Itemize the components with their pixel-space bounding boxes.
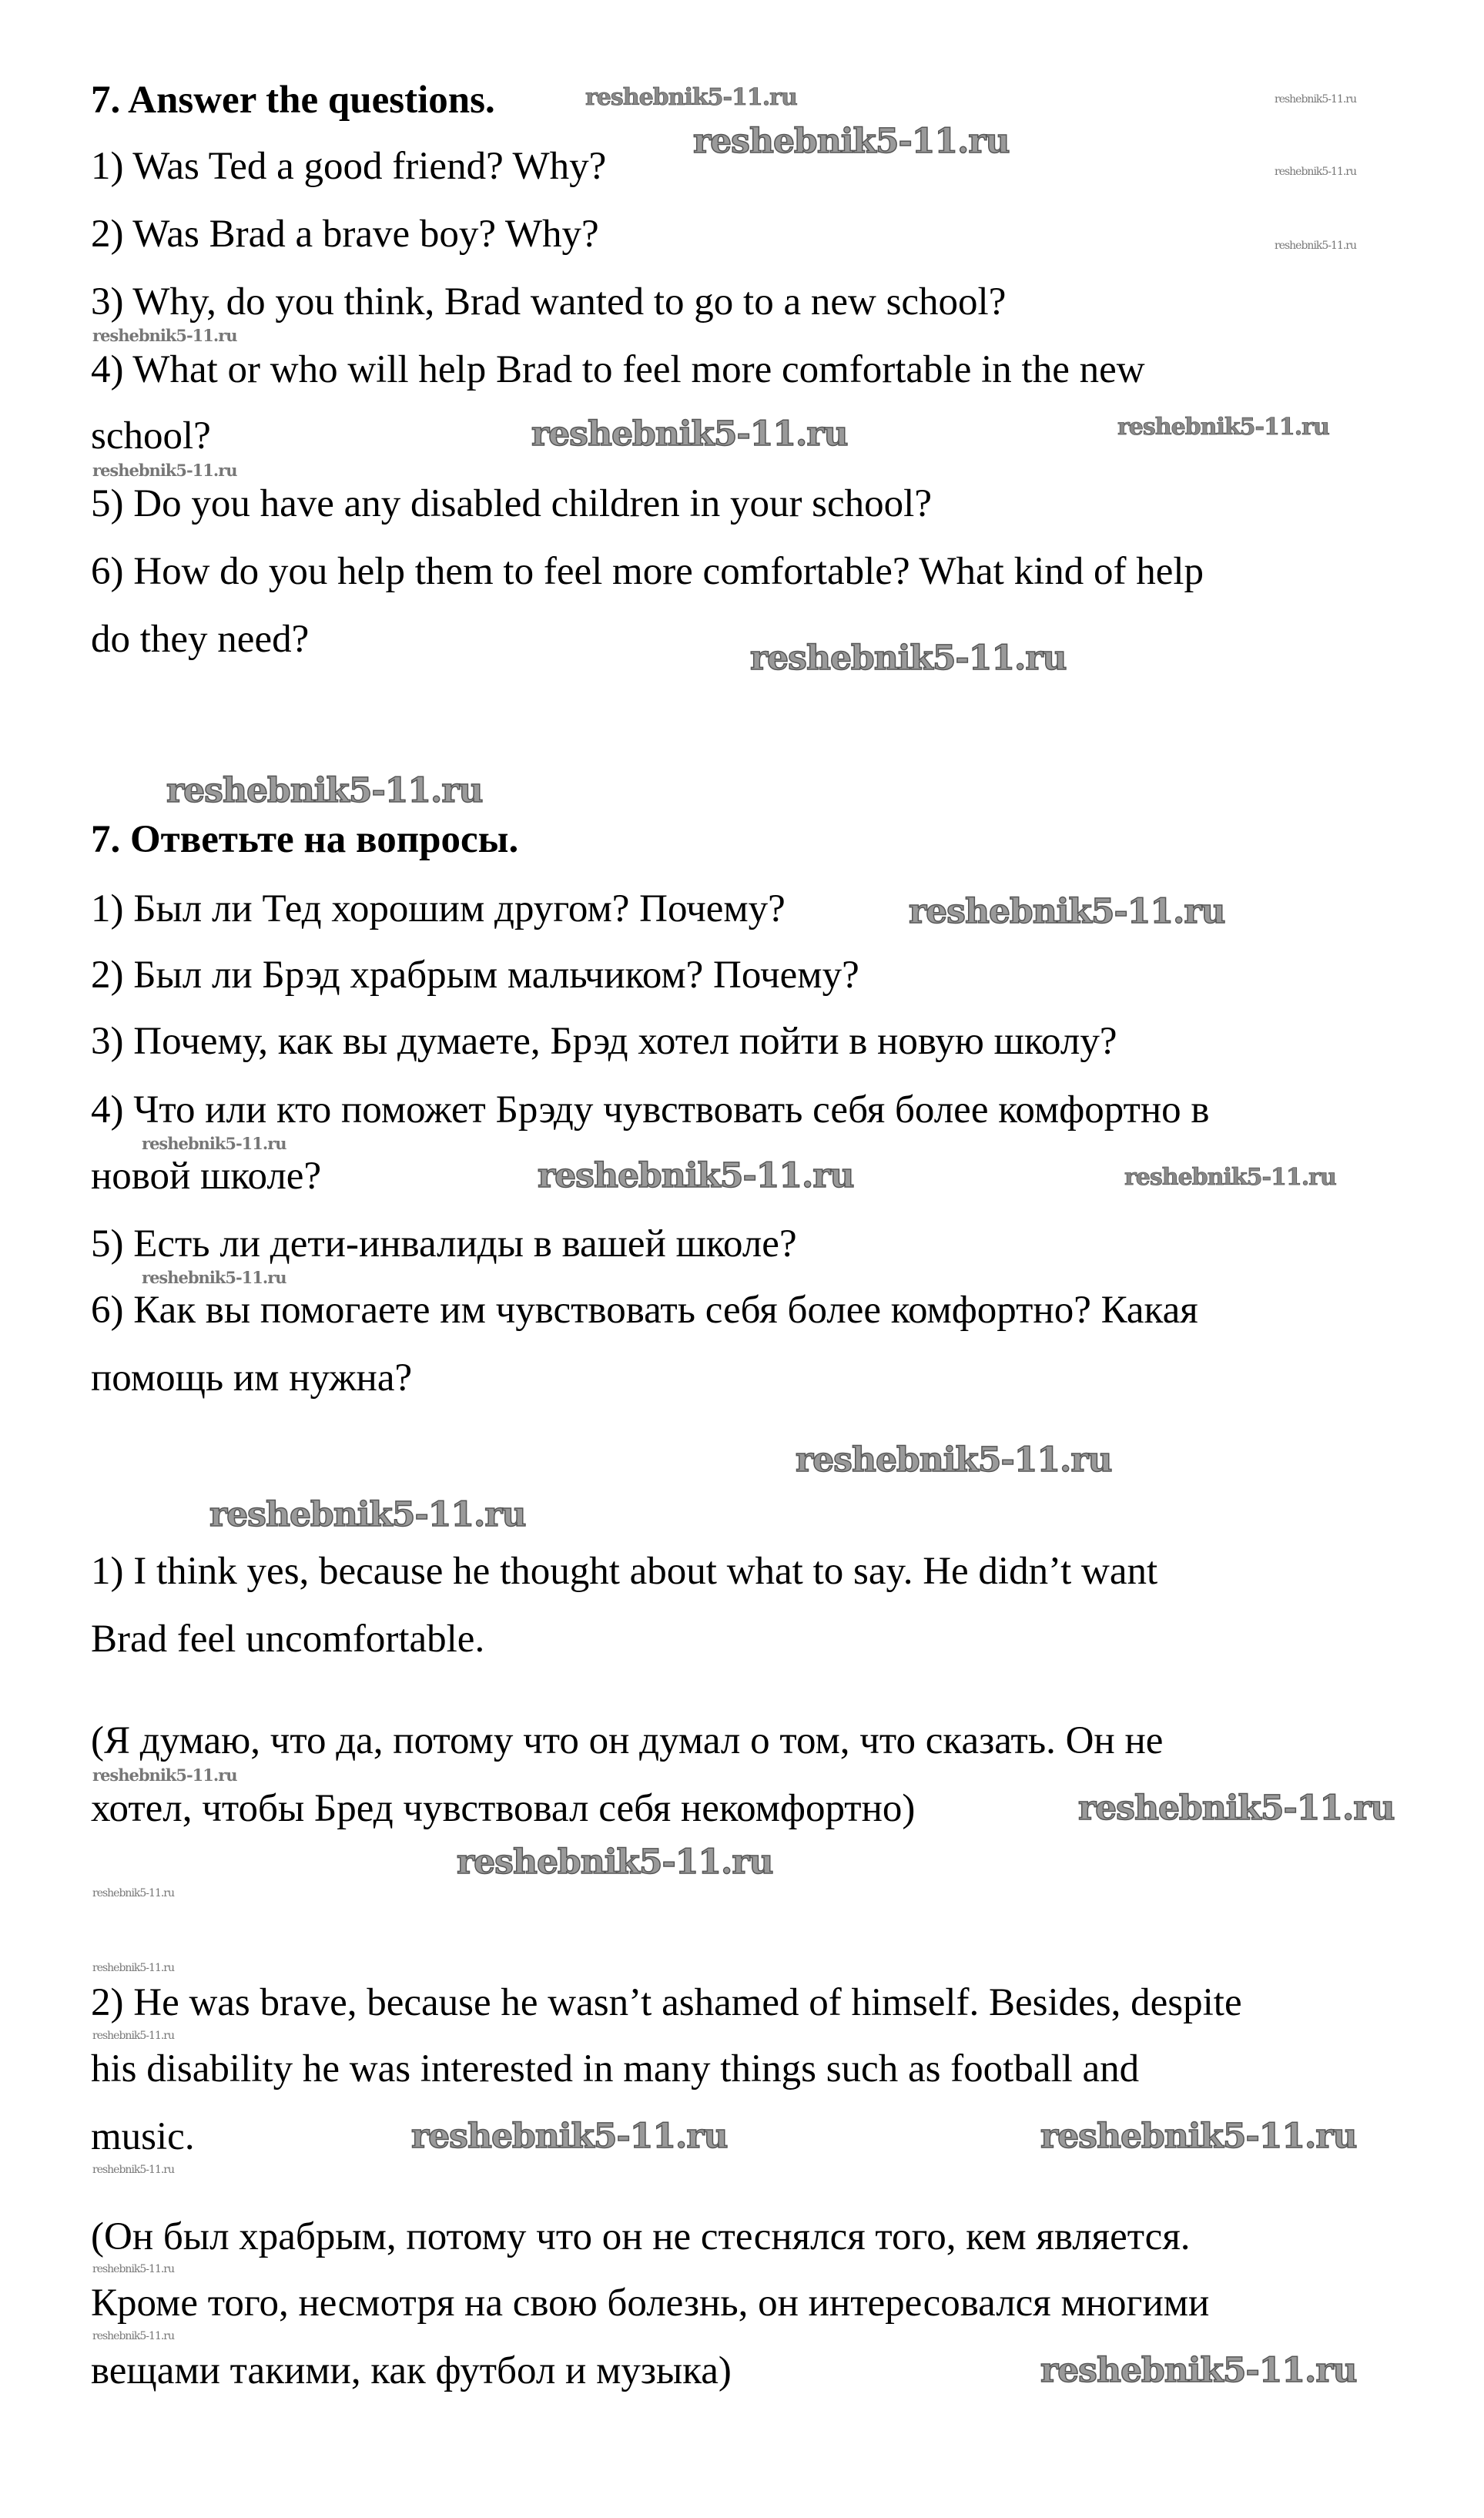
question-en-6-cont: do they need? — [91, 618, 310, 661]
question-en-4: 4) What or who will help Brad to feel more comfortable in the new — [91, 348, 1145, 391]
question-ru-3: 3) Почему, как вы думаете, Брэд хотел пойти в новую школу? — [91, 1020, 1117, 1063]
watermark: reshebnik5-11.ru — [92, 1962, 175, 1974]
watermark: reshebnik5-11.ru — [92, 2030, 175, 2042]
question-ru-1: 1) Был ли Тед хорошим другом? Почему? — [91, 887, 786, 930]
watermark: reshebnik5-11.ru — [1117, 414, 1329, 441]
answer-1-en-cont: Brad feel uncomfortable. — [91, 1618, 485, 1661]
watermark: reshebnik5-11.ru — [92, 2164, 175, 2176]
answer-2-ru-cont: Кроме того, несмотря на свою болезнь, он интересовался многими — [91, 2282, 1210, 2325]
question-en-5: 5) Do you have any disabled children in your school? — [91, 482, 932, 525]
answer-2-en-cont: his disability he was interested in many things such as football and — [91, 2047, 1140, 2091]
question-ru-4-cont: новой школе? — [91, 1155, 322, 1198]
question-en-4-cont: school? — [91, 414, 211, 458]
question-ru-6: 6) Как вы помогаете им чувствовать себя более комфортно? Какая — [91, 1289, 1198, 1332]
question-ru-6-cont: помощь им нужна? — [91, 1356, 413, 1400]
watermark: reshebnik5-11.ru — [693, 122, 1010, 161]
watermark: reshebnik5-11.ru — [585, 84, 797, 111]
watermark: reshebnik5-11.ru — [1040, 2351, 1357, 2390]
section-title-en: 7. Answer the questions. — [91, 79, 495, 122]
watermark: reshebnik5-11.ru — [538, 1156, 854, 1195]
watermark: reshebnik5-11.ru — [142, 1268, 286, 1287]
watermark: reshebnik5-11.ru — [92, 1765, 237, 1785]
question-en-6: 6) How do you help them to feel more comfortable? What kind of help — [91, 550, 1204, 593]
watermark: reshebnik5-11.ru — [796, 1440, 1112, 1480]
question-ru-2: 2) Был ли Брэд храбрым мальчиком? Почему? — [91, 954, 859, 997]
watermark: reshebnik5-11.ru — [750, 639, 1067, 678]
answer-1-ru: (Я думаю, что да, потому что он думал о том, что сказать. Он не — [91, 1719, 1164, 1762]
watermark: reshebnik5-11.ru — [142, 1134, 286, 1153]
watermark: reshebnik5-11.ru — [1078, 1789, 1395, 1828]
watermark: reshebnik5-11.ru — [1124, 1164, 1336, 1191]
answer-2-en: 2) He was brave, because he wasn’t ashamed of himself. Besides, despite — [91, 1981, 1242, 2024]
watermark: reshebnik5-11.ru — [531, 414, 848, 454]
question-en-3: 3) Why, do you think, Brad wanted to go to a new school? — [91, 280, 1007, 324]
watermark: reshebnik5-11.ru — [1275, 166, 1357, 178]
watermark: reshebnik5-11.ru — [92, 1887, 175, 1899]
answer-1-en: 1) I think yes, because he thought about what to say. He didn’t want — [91, 1550, 1158, 1593]
watermark: reshebnik5-11.ru — [92, 461, 237, 480]
watermark: reshebnik5-11.ru — [209, 1495, 526, 1534]
question-ru-5: 5) Есть ли дети-инвалиды в вашей школе? — [91, 1222, 797, 1266]
watermark: reshebnik5-11.ru — [1275, 93, 1357, 106]
watermark: reshebnik5-11.ru — [92, 326, 237, 345]
watermark: reshebnik5-11.ru — [166, 771, 483, 810]
section-title-ru: 7. Ответьте на вопросы. — [91, 818, 519, 861]
question-en-2: 2) Was Brad a brave boy? Why? — [91, 213, 599, 256]
watermark: reshebnik5-11.ru — [457, 1842, 773, 1882]
answer-2-ru-cont2: вещами такими, как футбол и музыка) — [91, 2349, 732, 2392]
question-ru-4: 4) Что или кто поможет Брэду чувствовать себя более комфортно в — [91, 1088, 1210, 1132]
watermark: reshebnik5-11.ru — [909, 892, 1225, 931]
answer-1-ru-cont: хотел, чтобы Бред чувствовал себя некомфортно) — [91, 1787, 916, 1830]
question-en-1: 1) Was Ted a good friend? Why? — [91, 145, 607, 188]
answer-2-en-cont2: music. — [91, 2115, 195, 2158]
watermark: reshebnik5-11.ru — [92, 2330, 175, 2342]
watermark: reshebnik5-11.ru — [1040, 2117, 1357, 2156]
answer-2-ru: (Он был храбрым, потому что он не стеснялся того, кем является. — [91, 2215, 1191, 2258]
watermark: reshebnik5-11.ru — [92, 2263, 175, 2275]
watermark: reshebnik5-11.ru — [411, 2117, 728, 2156]
watermark: reshebnik5-11.ru — [1275, 240, 1357, 252]
